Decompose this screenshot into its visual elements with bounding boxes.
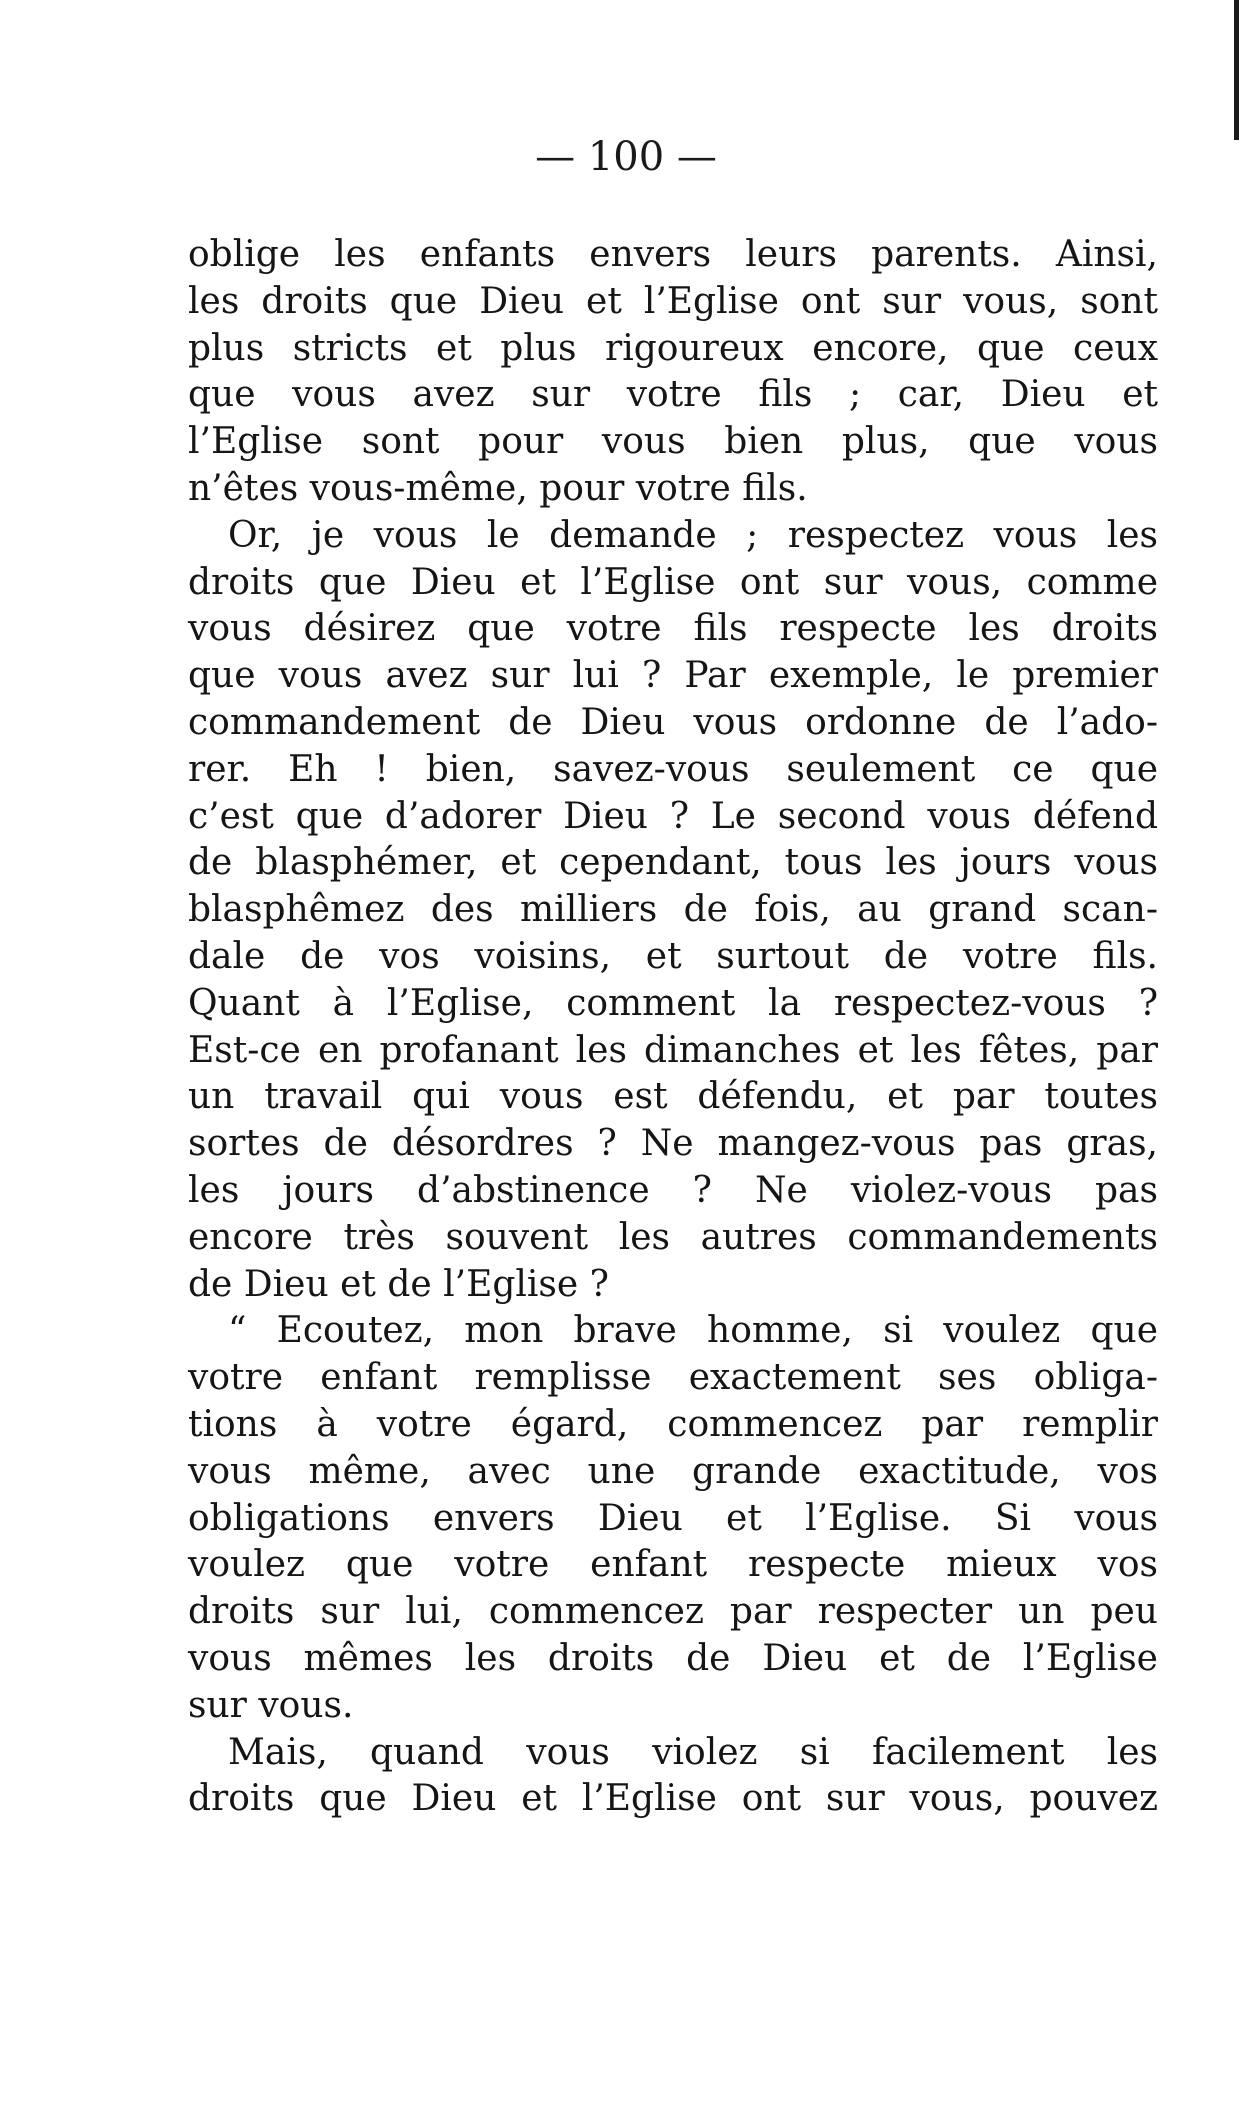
text-line: que vous avez sur lui ? Par exemple, le premier	[188, 655, 1158, 697]
page-number: — 100 —	[535, 134, 717, 180]
text-line: voulez que votre enfant respecte mieux vos	[188, 1544, 1158, 1586]
paragraph-start: Mais, quand vous violez si facilement les	[228, 1731, 1158, 1773]
text-line: les jours d’abstinence ? Ne violez-vous pas	[188, 1169, 1158, 1211]
paragraph-start: Or, je vous le demande ; respectez vous les	[228, 514, 1158, 556]
text-line: Quant à l’Eglise, comment la respectez-vous ?	[188, 982, 1158, 1024]
body-text	[188, 232, 1158, 1823]
text-line: que vous avez sur votre fils ; car, Dieu et	[188, 374, 1158, 416]
text-line: obligations envers Dieu et l’Eglise. Si vous	[188, 1497, 1158, 1539]
text-line: Est-ce en profanant les dimanches et les fêtes, par	[188, 1029, 1158, 1071]
text-line: droits sur lui, commencez par respecter un peu	[188, 1591, 1158, 1633]
text-line: oblige les enfants envers leurs parents. Ainsi,	[188, 234, 1158, 275]
text-line: vous même, avec une grande exactitude, vos	[188, 1450, 1158, 1492]
text-line: commandement de Dieu vous ordonne de l’ado-	[188, 701, 1158, 743]
text-line: plus stricts et plus rigoureux encore, que ceux	[188, 327, 1158, 369]
text-line: rer. Eh ! bien, savez-vous seulement ce que	[188, 748, 1158, 790]
text-line: droits que Dieu et l’Eglise ont sur vous, comme	[188, 561, 1158, 603]
text-line: l’Eglise sont pour vous bien plus, que vous	[188, 421, 1158, 463]
paragraph-start: “ Ecoutez, mon brave homme, si voulez que	[228, 1310, 1158, 1352]
text-line: vous désirez que votre fils respecte les droits	[188, 608, 1158, 650]
text-line: dale de vos voisins, et surtout de votre fils.	[188, 935, 1158, 977]
text-line: n’êtes vous-même, pour votre fils.	[188, 467, 808, 509]
text-line: encore très souvent les autres commandements	[188, 1216, 1158, 1258]
page-edge-rule	[1234, 0, 1239, 140]
text-line: tions à votre égard, commencez par remplir	[188, 1403, 1158, 1445]
text-line: de Dieu et de l’Eglise ?	[188, 1263, 609, 1305]
text-line: votre enfant remplisse exactement ses obliga-	[188, 1357, 1158, 1399]
text-line: sur vous.	[188, 1684, 354, 1726]
text-line: les droits que Dieu et l’Eglise ont sur vous, sont	[188, 280, 1158, 322]
text-line: droits que Dieu et l’Eglise ont sur vous, pouvez	[188, 1778, 1158, 1820]
text-line: de blasphémer, et cependant, tous les jours vous	[188, 842, 1158, 884]
text-line: c’est que d’adorer Dieu ? Le second vous défend	[188, 795, 1158, 837]
text-line: vous mêmes les droits de Dieu et de l’Eglise	[188, 1637, 1158, 1679]
text-line: sortes de désordres ? Ne mangez-vous pas gras,	[188, 1123, 1158, 1165]
text-line: blasphêmez des milliers de fois, au grand scan-	[188, 889, 1158, 931]
text-line: un travail qui vous est défendu, et par toutes	[188, 1076, 1158, 1118]
